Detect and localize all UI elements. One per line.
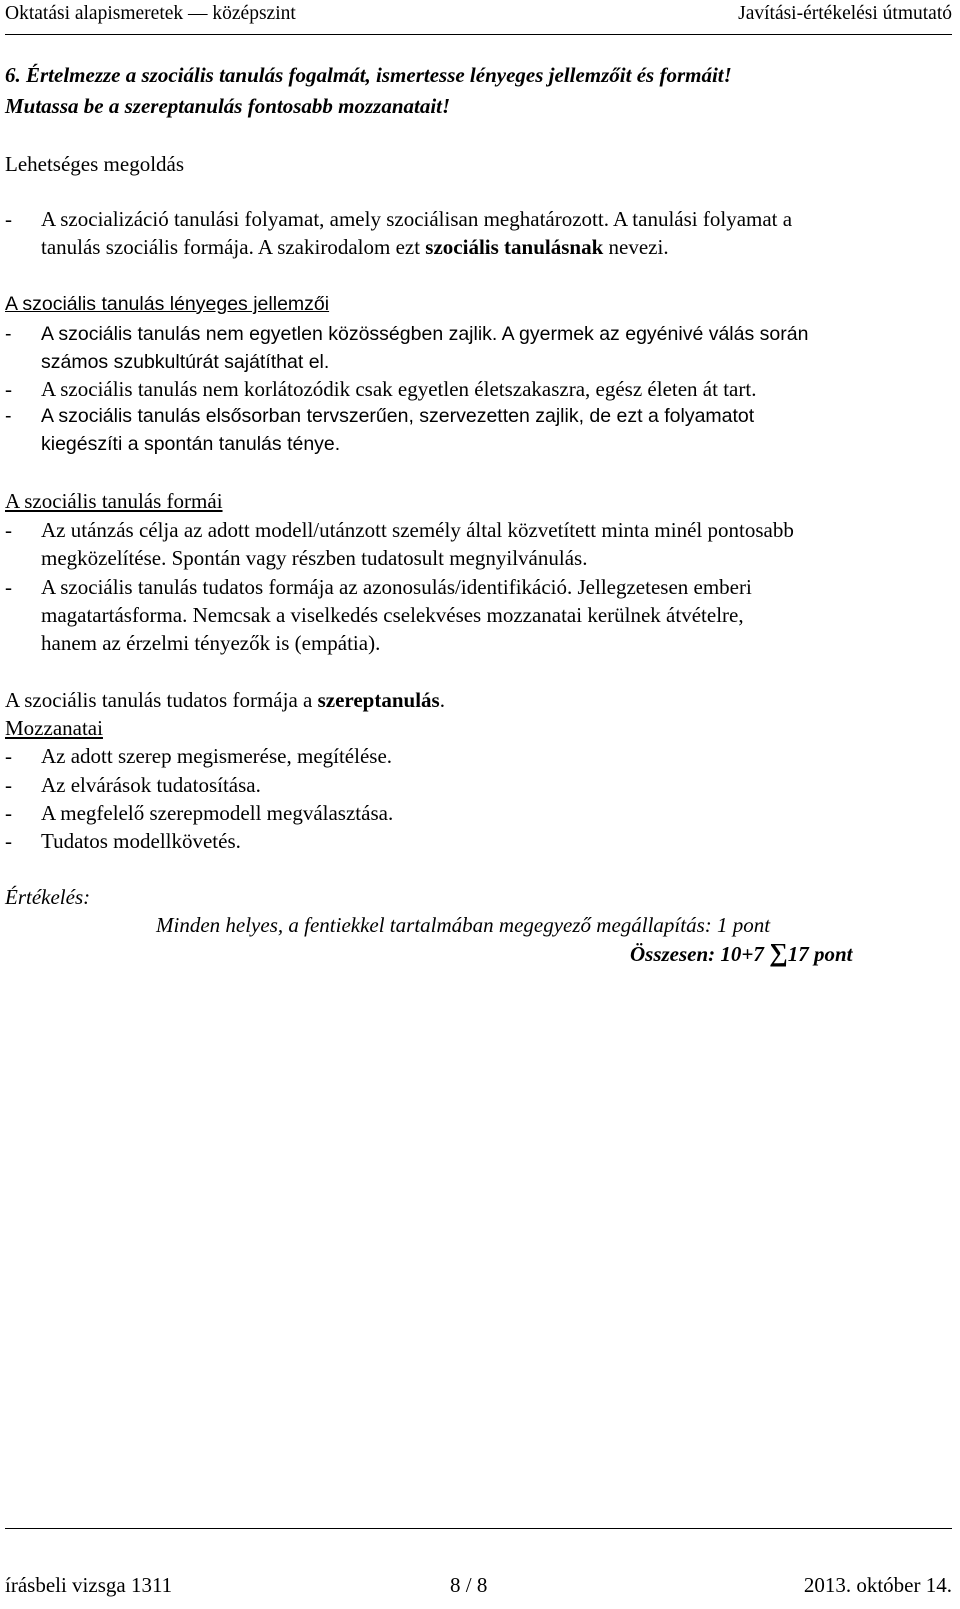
intro-line-2-pre: tanulás szociális formája. A szakirodalom ezt xyxy=(41,235,426,259)
header-guide-title: Javítási-értékelési útmutató xyxy=(738,3,952,24)
evaluation-total-pre: Összesen: 10+7 xyxy=(630,942,770,966)
list-item-line: számos szubkultúrát sajátíthat el. xyxy=(41,351,330,373)
role-sentence-pre: A szociális tanulás tudatos formája a xyxy=(5,688,318,712)
page-header xyxy=(5,0,952,35)
list-item-line: A megfelelő szerepmodell megválasztása. xyxy=(41,801,394,825)
role-heading: Mozzanatai xyxy=(5,716,103,740)
role-sentence-post: . xyxy=(439,688,445,712)
footer-page-number: 8 / 8 xyxy=(450,1573,488,1597)
role-sentence xyxy=(5,686,445,714)
list-item-line: hanem az érzelmi tényezők is (empátia). xyxy=(41,631,381,655)
list-dash: - xyxy=(5,377,12,401)
list-item-line: A szociális tanulás nem egyetlen közösségben zajlik. A gyermek az egyénivé válás során xyxy=(41,323,809,345)
list-item-line: Az utánzás célja az adott modell/utánzott személy által közvetített minta minél pontosabb xyxy=(41,518,794,542)
question-line-1: 6. Értelmezze a szociális tanulás fogalmát, ismertesse lényeges jellemzőit és formáit! xyxy=(5,63,732,87)
intro-text xyxy=(41,205,946,261)
list-item-line: Az adott szerep megismerése, megítélése. xyxy=(41,744,393,768)
footer-date: 2013. október 14. xyxy=(803,1573,952,1597)
list-item-line: magatartásforma. Nemcsak a viselkedés cselekvéses mozzanatai kerülnek átvételre, xyxy=(41,603,744,627)
list-dash: - xyxy=(5,773,12,797)
evaluation-total xyxy=(630,939,852,968)
footer-exam-code: írásbeli vizsga 1311 xyxy=(5,1573,173,1597)
intro-line-1: A szocializáció tanulási folyamat, amely szociálisan meghatározott. A tanulási folyamat a xyxy=(41,207,793,231)
list-item-line: Az elvárások tudatosítása. xyxy=(41,773,261,797)
sigma-icon: ∑ xyxy=(769,938,788,967)
list-dash: - xyxy=(5,207,12,231)
list-item-line: A szociális tanulás tudatos formája az azonosulás/identifikáció. Jellegzetesen emberi xyxy=(41,575,752,599)
list-dash: - xyxy=(5,575,12,599)
evaluation-total-post: 17 pont xyxy=(787,942,853,966)
list-dash: - xyxy=(5,829,12,853)
question-line-2: Mutassa be a szereptanulás fontosabb mozzanatait! xyxy=(5,94,451,118)
forms-heading: A szociális tanulás formái xyxy=(5,489,223,513)
evaluation-line: Minden helyes, a fentiekkel tartalmában megegyező megállapítás: 1 pont xyxy=(156,913,771,937)
solution-label: Lehetséges megoldás xyxy=(5,152,185,176)
footer-rule xyxy=(5,1528,952,1529)
list-item-line: kiegészíti a spontán tanulás ténye. xyxy=(41,433,341,455)
list-dash: - xyxy=(5,744,12,768)
list-item-line: megközelítése. Spontán vagy részben tudatosult megnyilvánulás. xyxy=(41,546,588,570)
list-dash: - xyxy=(5,518,12,542)
list-item-line: A szociális tanulás nem korlátozódik csak egyetlen életszakaszra, egész életen át tart. xyxy=(41,377,757,401)
list-dash: - xyxy=(5,405,12,427)
intro-line-2-post: nevezi. xyxy=(603,235,669,259)
evaluation-label: Értékelés: xyxy=(5,885,91,909)
intro-bold-term: szociális tanulásnak xyxy=(425,235,604,259)
list-dash: - xyxy=(5,801,12,825)
list-item-line: Tudatos modellkövetés. xyxy=(41,829,241,853)
list-item-line: A szociális tanulás elsősorban tervszerűen, szervezetten zajlik, de ezt a folyamatot xyxy=(41,405,755,427)
list-dash: - xyxy=(5,323,12,345)
features-heading: A szociális tanulás lényeges jellemzői xyxy=(5,293,330,315)
role-bold-term: szereptanulás xyxy=(317,688,440,712)
header-subject: Oktatási alapismeretek — középszint xyxy=(5,3,296,24)
question-title xyxy=(5,60,935,122)
